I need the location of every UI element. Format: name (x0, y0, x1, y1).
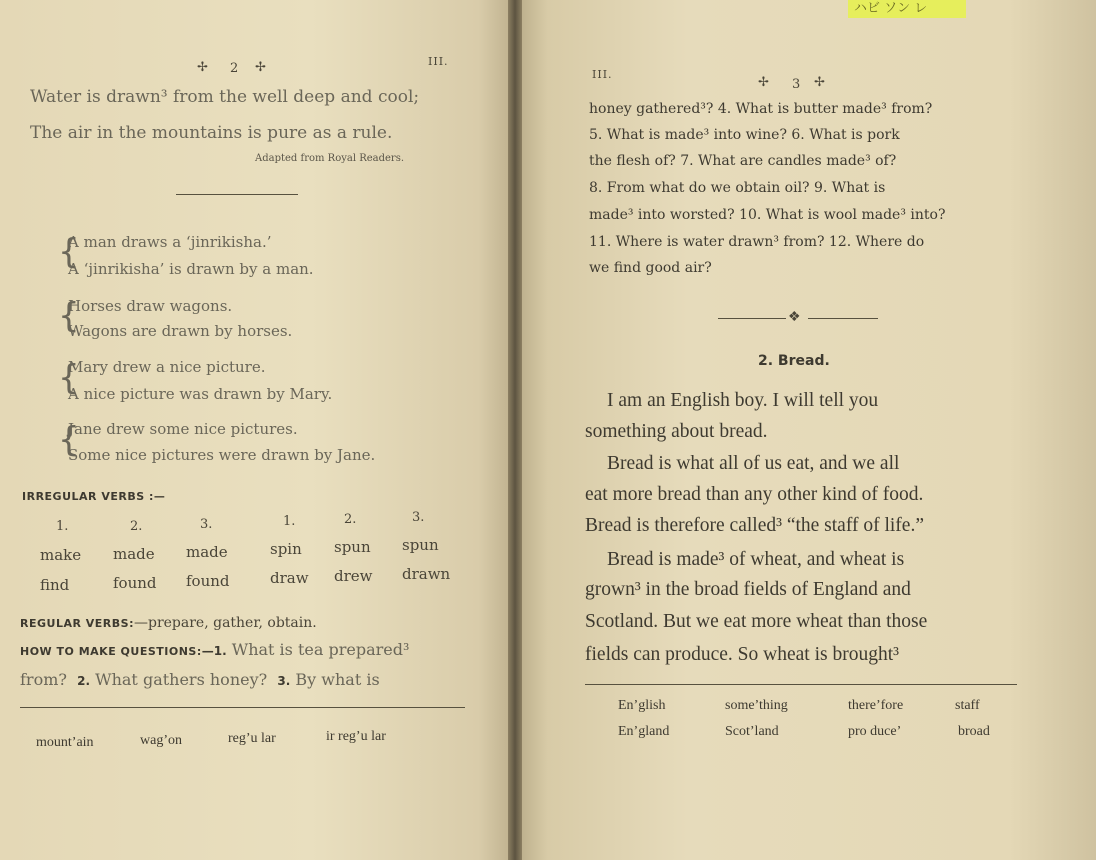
question-line: 11. Where is water drawn³ from? 12. Where do (589, 234, 925, 250)
brace-icon: { (58, 358, 80, 398)
verb-cell: found (113, 574, 157, 592)
footer-word: Scot’land (725, 724, 779, 739)
pair-1-passive: A ‘jinrikisha’ is drawn by a man. (68, 260, 314, 278)
verb-cell: spun (402, 536, 439, 554)
questions-line-1 (20, 640, 409, 659)
irregular-verbs-heading: IRREGULAR VERBS :— (22, 490, 166, 503)
verb-cell: drawn (402, 565, 451, 583)
pair-4-passive: Some nice pictures were drawn by Jane. (68, 446, 376, 464)
footer-word: there’fore (848, 698, 904, 713)
question-number: —1. (201, 644, 227, 658)
ornament-left-icon: ✢ (758, 75, 769, 90)
left-page-number: 2 (230, 61, 239, 76)
footer-word: broad (958, 724, 990, 739)
verb-cell: draw (270, 569, 309, 587)
right-running-head: III. (592, 68, 613, 81)
verb-col-number: 3. (200, 517, 213, 532)
verb-cell: drew (334, 567, 373, 585)
verb-col-number: 3. (412, 510, 425, 525)
body-line: grown³ in the broad fields of England and (585, 579, 911, 600)
verb-col-number: 1. (56, 519, 69, 534)
left-running-head: III. (428, 55, 449, 68)
body-line: Scotland. But we eat more wheat than those (585, 611, 928, 632)
question-line: we find good air? (589, 260, 712, 276)
question-line: 5. What is made³ into wine? 6. What is pork (589, 127, 900, 143)
question-line: the flesh of? 7. What are candles made³ of? (589, 153, 897, 169)
regular-verbs-list: —prepare, gather, obtain. (133, 615, 317, 631)
footer-word: En’gland (618, 724, 670, 739)
poem-line-2: The air in the mountains is pure as a rule. (30, 123, 393, 143)
footer-word: staff (955, 698, 980, 713)
footer-rule (585, 684, 1017, 685)
footer-word: En’glish (618, 698, 666, 713)
pair-3-passive: A nice picture was drawn by Mary. (68, 385, 333, 403)
ornament-rule-left (718, 318, 786, 319)
question-line: made³ into worsted? 10. What is wool made³ into? (589, 207, 946, 223)
verb-cell: spun (334, 538, 371, 556)
pair-3-active: Mary drew a nice picture. (68, 358, 266, 376)
body-line: eat more bread than any other kind of food. (585, 484, 924, 505)
verb-cell: found (186, 572, 230, 590)
body-line: fields can produce. So wheat is brought³ (585, 644, 899, 665)
verb-col-number: 2. (130, 519, 143, 534)
questions-line-2 (20, 670, 380, 689)
question-line: honey gathered³? 4. What is butter made³ from? (589, 101, 933, 117)
question-text: from? (20, 670, 67, 689)
footer-word: mount’ain (36, 735, 94, 750)
sticker-label: ハビ ソン レ (848, 0, 966, 18)
body-line: Bread is made³ of wheat, and wheat is (607, 549, 905, 570)
ornament-diamond-icon: ❖ (788, 309, 801, 325)
pair-2-active: Horses draw wagons. (68, 297, 233, 315)
lesson-title: 2. Bread. (758, 353, 830, 369)
brace-icon: { (58, 296, 80, 336)
brace-icon: { (58, 232, 80, 272)
footer-rule (20, 707, 465, 708)
verb-cell: spin (270, 540, 302, 558)
body-line: Bread is therefore called³ “the staff of life.” (585, 515, 924, 536)
body-line: something about bread. (585, 421, 768, 442)
verb-cell: made (186, 543, 228, 561)
ornament-right-icon: ✢ (255, 60, 266, 75)
pair-1-active: A man draws a ‘jinrikisha.’ (68, 233, 272, 251)
question-number: 3. (277, 674, 291, 688)
ornament-left-icon: ✢ (197, 60, 208, 75)
question-text: What is tea prepared³ (231, 640, 410, 659)
divider-rule (176, 194, 298, 195)
footer-word: reg’u lar (228, 731, 276, 746)
question-text: By what is (295, 670, 380, 689)
book-spine (508, 0, 522, 860)
footer-word: wag’on (140, 733, 182, 748)
ornament-right-icon: ✢ (814, 75, 825, 90)
regular-verbs-heading: REGULAR VERBS: (20, 617, 134, 630)
body-line: Bread is what all of us eat, and we all (607, 453, 900, 474)
pair-4-active: Jane drew some nice pictures. (68, 420, 298, 438)
body-line: I am an English boy. I will tell you (607, 390, 879, 411)
verb-col-number: 1. (283, 514, 296, 529)
verb-col-number: 2. (344, 512, 357, 527)
verb-cell: find (40, 576, 70, 594)
ornament-rule-right (808, 318, 878, 319)
footer-word: ir reg’u lar (326, 729, 386, 744)
question-line: 8. From what do we obtain oil? 9. What is (589, 180, 886, 196)
footer-word: some’thing (725, 698, 788, 713)
verb-cell: made (113, 545, 155, 563)
questions-heading: HOW TO MAKE QUESTIONS: (20, 645, 202, 658)
brace-icon: { (58, 420, 80, 460)
right-page-number: 3 (792, 77, 801, 92)
poem-line-1: Water is drawn³ from the well deep and cool; (30, 87, 420, 107)
regular-verbs-line (20, 612, 317, 631)
verb-cell: make (40, 546, 82, 564)
question-text: What gathers honey? (95, 670, 268, 689)
poem-credit: Adapted from Royal Readers. (255, 153, 405, 164)
footer-word: pro duce’ (848, 724, 902, 739)
question-number: 2. (77, 674, 91, 688)
pair-2-passive: Wagons are drawn by horses. (68, 322, 293, 340)
